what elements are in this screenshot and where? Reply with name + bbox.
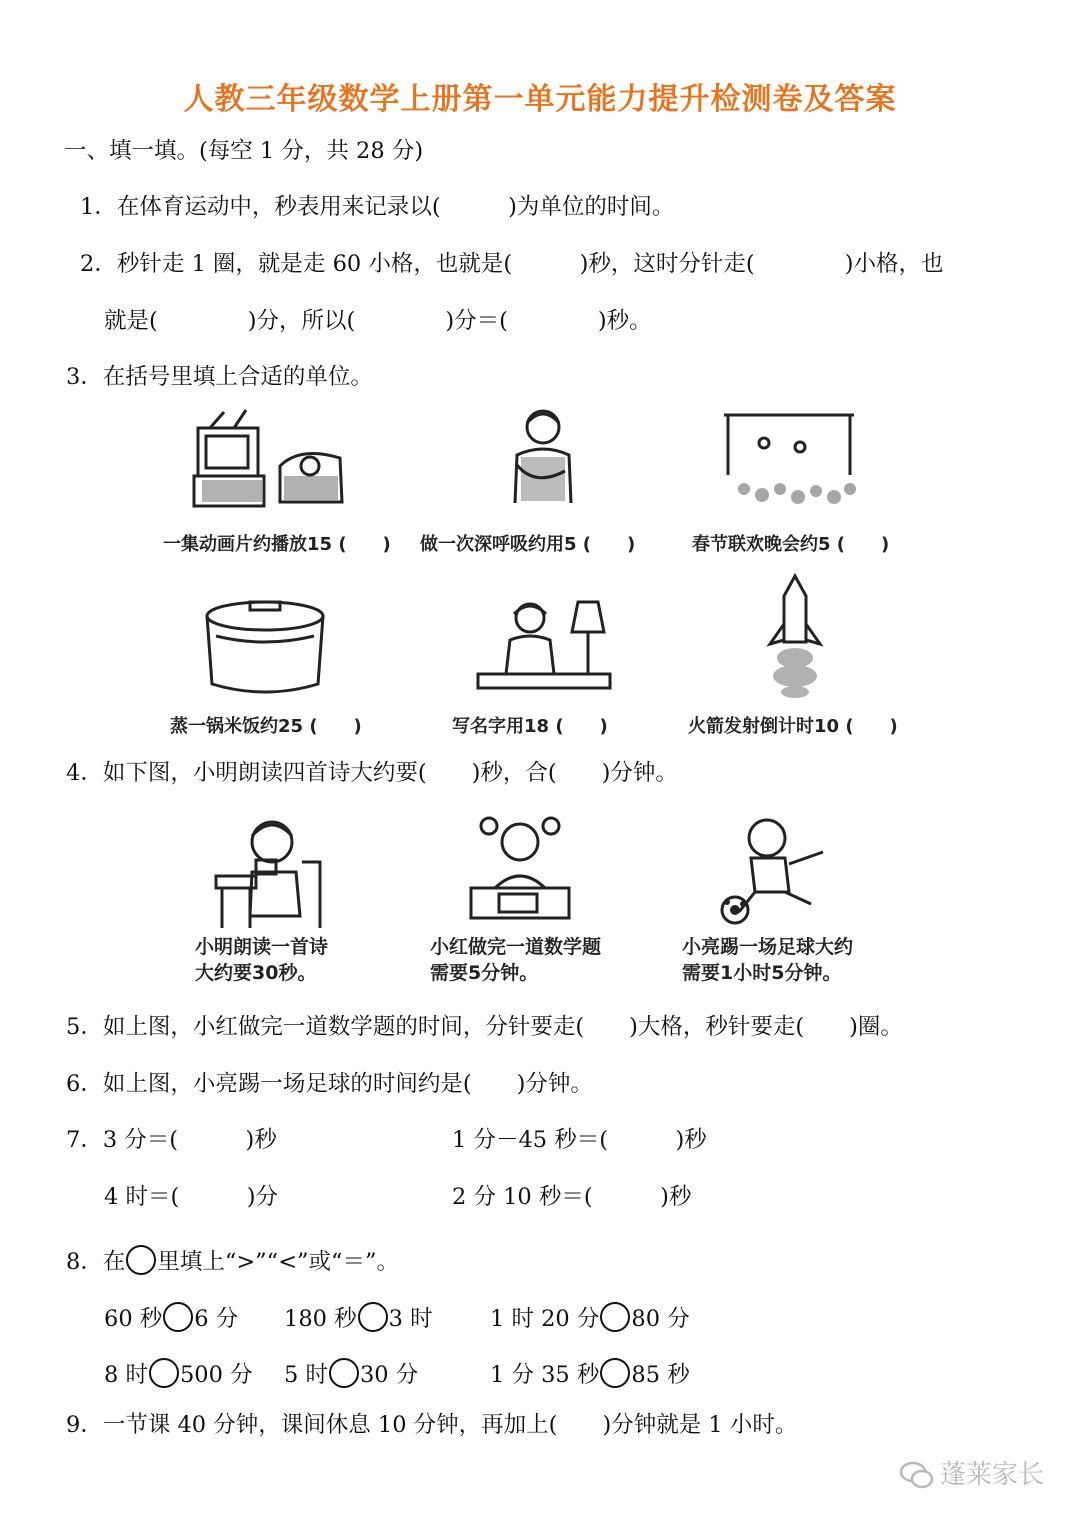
question-4: 4．如下图，小明朗读四首诗大约要( )秒，合( )分钟。 bbox=[66, 760, 678, 786]
question-8 bbox=[66, 1245, 399, 1277]
q3-caption-6: 火箭发射倒计时10 ( ) bbox=[688, 716, 898, 737]
question-7-a: 7．3 分＝( )秒 bbox=[66, 1127, 277, 1153]
question-7-d: 2 分 10 秒＝( )秒 bbox=[452, 1184, 692, 1210]
compare-circle[interactable] bbox=[600, 1358, 630, 1388]
q3-caption-1: 一集动画片约播放15 ( ) bbox=[163, 534, 391, 555]
answer-circle-icon bbox=[126, 1245, 156, 1275]
wechat-icon bbox=[900, 1461, 934, 1489]
compare-item-2: 180 秒 3 时 bbox=[284, 1302, 433, 1334]
football-boy-illustration bbox=[715, 812, 835, 927]
q8-prefix: 8．在 bbox=[66, 1249, 126, 1275]
compare-circle[interactable] bbox=[329, 1358, 359, 1388]
rice-cooker-illustration bbox=[200, 596, 330, 698]
q3-caption-5: 写名字用18 ( ) bbox=[452, 716, 608, 737]
q3-caption-4: 蒸一锅米饭约25 ( ) bbox=[170, 716, 362, 737]
compare-circle[interactable] bbox=[358, 1302, 388, 1332]
question-2-line-2: 就是( )分，所以( )分＝( )秒。 bbox=[104, 308, 652, 334]
page-title: 人教三年级数学上册第一单元能力提升检测卷及答案 bbox=[183, 82, 897, 117]
question-6: 6．如上图，小亮踢一场足球的时间约是( )分钟。 bbox=[66, 1071, 593, 1097]
compare-item-1: 60 秒 6 分 bbox=[104, 1302, 238, 1334]
compare-item-4: 8 时 500 分 bbox=[104, 1358, 253, 1390]
compare-circle[interactable] bbox=[600, 1302, 630, 1332]
compare-item-6: 1 分 35 秒 85 秒 bbox=[490, 1358, 690, 1390]
question-9: 9．一节课 40 分钟，课间休息 10 分钟，再加上( )分钟就是 1 小时。 bbox=[66, 1412, 798, 1438]
writing-boy-illustration bbox=[474, 592, 614, 692]
gala-stage-illustration bbox=[714, 405, 864, 511]
question-1: 1．在体育运动中，秒表用来记录以( )为单位的时间。 bbox=[80, 194, 675, 220]
q3-caption-2: 做一次深呼吸约用5 ( ) bbox=[420, 534, 636, 555]
q4-caption-2: 小红做完一道数学题需要5分钟。 bbox=[430, 936, 602, 984]
section-heading: 一、填一填。(每空 1 分，共 28 分) bbox=[64, 138, 424, 164]
question-7-c: 4 时＝( )分 bbox=[104, 1184, 279, 1210]
studying-girl-illustration bbox=[465, 812, 575, 924]
question-5: 5．如上图，小红做完一道数学题的时间，分针要走( )大格，秒针要走( )圈。 bbox=[66, 1014, 903, 1040]
rocket-launch-illustration bbox=[760, 572, 830, 700]
compare-item-3: 1 时 20 分 80 分 bbox=[490, 1302, 690, 1334]
question-2-line-1: 2．秒针走 1 圈，就是走 60 小格，也就是( )秒，这时分针走( )小格，也 bbox=[80, 251, 944, 277]
watermark bbox=[900, 1454, 1044, 1491]
reading-boy-illustration bbox=[212, 812, 327, 930]
question-7-b: 1 分－45 秒＝( )秒 bbox=[452, 1127, 707, 1153]
watermark-text: 蓬莱家长 bbox=[939, 1460, 1044, 1490]
tv-watching-illustration bbox=[190, 406, 350, 510]
q4-caption-3: 小亮踢一场足球大约需要1小时5分钟。 bbox=[682, 936, 854, 984]
question-3: 3．在括号里填上合适的单位。 bbox=[66, 364, 373, 390]
compare-item-5: 5 时 30 分 bbox=[284, 1358, 418, 1390]
q4-caption-1: 小明朗读一首诗大约要30秒。 bbox=[195, 936, 329, 984]
compare-circle[interactable] bbox=[149, 1358, 179, 1388]
q3-caption-3: 春节联欢晚会约5 ( ) bbox=[692, 534, 890, 555]
compare-circle[interactable] bbox=[163, 1302, 193, 1332]
breathing-man-illustration bbox=[495, 405, 590, 505]
q8-suffix: 里填上“>”“<”或“＝”。 bbox=[157, 1249, 400, 1275]
